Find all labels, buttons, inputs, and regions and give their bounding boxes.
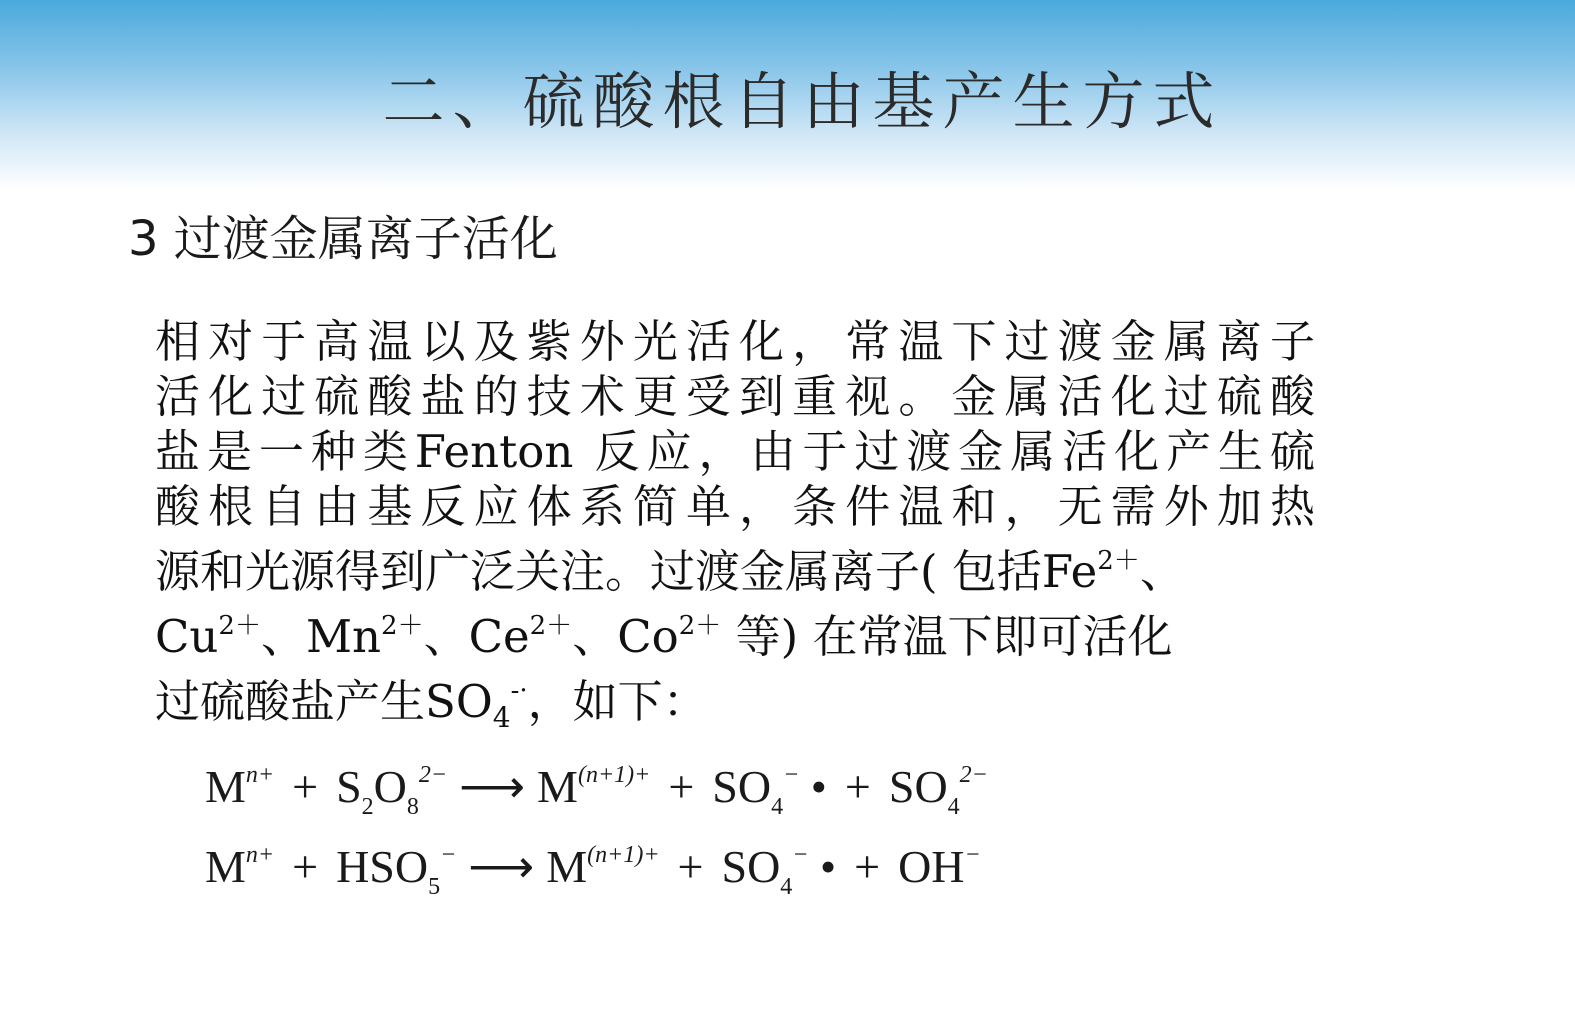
body-text: ，如下： — [527, 675, 708, 728]
plus-sign: + — [292, 841, 319, 892]
sulfate-symbol: SO — [888, 761, 948, 812]
charge-superscript: − — [964, 842, 981, 868]
hydroxide-symbol: OH — [898, 841, 965, 892]
radical-superscript: -· — [510, 676, 528, 706]
section-heading: 3 过渡金属离子活化 — [128, 211, 558, 267]
body-line: 活化过硫酸盐的技术更受到重视。金属活化过硫酸 — [155, 370, 1315, 423]
ion-cu: Cu — [155, 610, 219, 663]
plus-sign: + — [677, 841, 704, 892]
sulfate-symbol: SO — [721, 841, 781, 892]
subscript: 8 — [406, 794, 419, 820]
oxygen-symbol: O — [373, 761, 407, 812]
plus-sign: + — [292, 761, 319, 812]
plus-sign: + — [668, 761, 695, 812]
body-text: 等) 在常温下即可活化 — [735, 610, 1173, 663]
body-line — [155, 664, 1315, 745]
reaction-arrow: ⟶ — [459, 761, 526, 812]
body-line — [155, 534, 1315, 599]
charge-superscript: 2＋ — [1097, 546, 1140, 576]
charge-superscript: 2− — [418, 762, 448, 788]
metal-symbol: M — [537, 761, 578, 812]
radical-dot: • — [820, 841, 837, 892]
subscript: 4 — [492, 701, 511, 734]
metal-symbol: M — [546, 841, 588, 892]
subscript: 4 — [771, 794, 784, 820]
body-text: 源和光源得到广泛关注。过渡金属离子( 包括Fe — [155, 545, 1098, 598]
ion-ce: 、Ce — [423, 610, 530, 663]
charge-superscript: 2＋ — [529, 611, 573, 641]
subscript: 5 — [428, 874, 441, 900]
body-line — [155, 599, 1315, 664]
charge-superscript: 2− — [959, 762, 988, 788]
charge-superscript: 2＋ — [678, 611, 722, 641]
metal-symbol: M — [205, 761, 246, 812]
subscript: 2 — [361, 794, 374, 820]
charge-superscript: 2＋ — [381, 611, 424, 641]
oxidation-superscript: n+ — [245, 842, 275, 868]
subscript: 4 — [780, 874, 793, 900]
equation-persulfate — [205, 740, 988, 820]
oxidation-superscript: n+ — [245, 762, 275, 788]
oxidation-superscript: (n+1)+ — [587, 842, 660, 868]
plus-sign: + — [854, 841, 881, 892]
charge-superscript: 2＋ — [218, 611, 261, 641]
hso-symbol: HSO — [336, 841, 429, 892]
slide-title: 二、硫酸根自由基产生方式 — [382, 65, 1223, 138]
sulfur-symbol: S — [336, 761, 362, 812]
charge-superscript: − — [783, 762, 800, 788]
metal-symbol: M — [205, 841, 246, 892]
reaction-arrow: ⟶ — [468, 841, 535, 892]
ion-co: 、Co — [572, 610, 679, 663]
ion-mn: 、Mn — [260, 610, 382, 663]
oxidation-superscript: (n+1)+ — [577, 762, 651, 788]
charge-superscript: − — [440, 842, 457, 868]
body-line: 盐是一种类Fenton 反应，由于过渡金属活化产生硫 — [155, 425, 1315, 478]
equation-peroxymonosulfate — [205, 820, 988, 900]
body-text: 、 — [1139, 545, 1185, 598]
plus-sign: + — [844, 761, 871, 812]
charge-superscript: − — [792, 842, 809, 868]
sulfate-symbol: SO — [712, 761, 772, 812]
equations-block — [205, 740, 988, 900]
radical-dot: • — [810, 761, 827, 812]
subscript: 4 — [947, 794, 960, 820]
body-line: 相对于高温以及紫外光活化，常温下过渡金属离子 — [155, 315, 1315, 368]
body-text: 过硫酸盐产生SO — [155, 675, 493, 728]
body-paragraph — [155, 314, 1315, 745]
body-line: 酸根自由基反应体系简单，条件温和，无需外加热 — [155, 480, 1315, 533]
